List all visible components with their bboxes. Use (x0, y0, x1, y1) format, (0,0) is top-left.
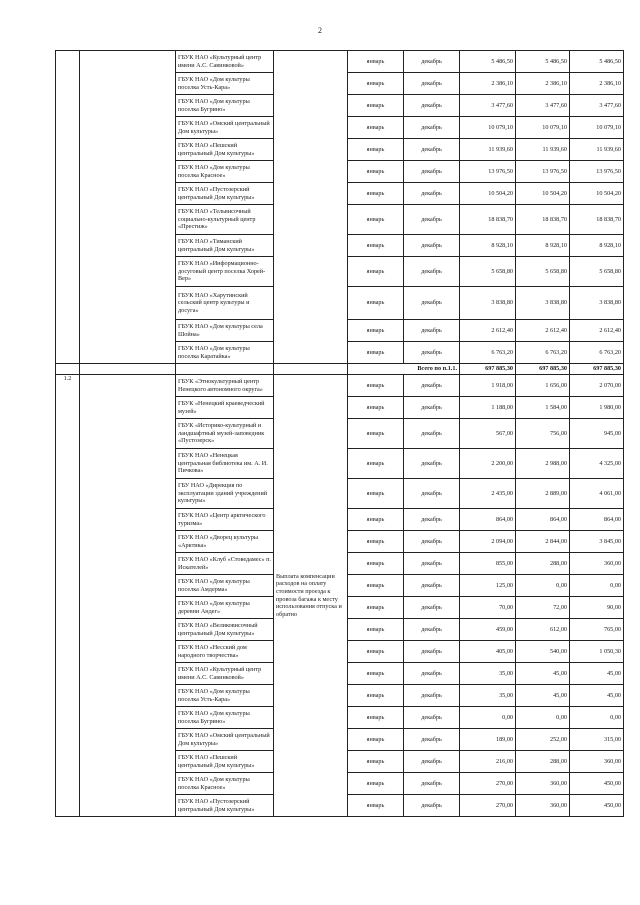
cell-value-2: 1 584,00 (516, 397, 570, 419)
cell-name: ГБУ НАО «Дирекция по эксплуатации зданий учреждений культуры» (176, 479, 274, 509)
cell-end-month: декабрь (404, 342, 460, 364)
cell-value-1: 216,00 (460, 751, 516, 773)
cell-value-1: 2 435,00 (460, 479, 516, 509)
cell-value-1: 459,00 (460, 619, 516, 641)
cell-value-1: 2 200,00 (460, 449, 516, 479)
cell-start-month: январь (348, 139, 404, 161)
cell-value-2: 11 939,60 (516, 139, 570, 161)
cell-value-1: 10 079,10 (460, 117, 516, 139)
cell-start-month: январь (348, 795, 404, 817)
cell-end-month: декабрь (404, 73, 460, 95)
cell-value-2: 10 504,20 (516, 183, 570, 205)
cell-value-3: 5 658,80 (570, 257, 624, 287)
cell-value-1: 0,00 (460, 707, 516, 729)
cell-value-1: 70,00 (460, 597, 516, 619)
cell-end-month: декабрь (404, 479, 460, 509)
cell-name: ГБУК НАО «Пустозерский центральный Дом культуры» (176, 795, 274, 817)
cell-number (56, 364, 80, 375)
cell-end-month: декабрь (404, 320, 460, 342)
cell-name: ГБУК НАО «Дом культуры поселка Амдерма» (176, 575, 274, 597)
cell-value-1: 35,00 (460, 663, 516, 685)
total-value-3: 697 885,30 (570, 364, 624, 375)
cell-start-month: январь (348, 287, 404, 320)
cell-name: ГБУК НАО «Дом культуры поселка Бугрино» (176, 707, 274, 729)
cell-value-3: 360,00 (570, 751, 624, 773)
cell-value-3: 1 980,00 (570, 397, 624, 419)
cell-end-month: декабрь (404, 773, 460, 795)
cell-end-month: декабрь (404, 553, 460, 575)
cell-value-3: 3 477,60 (570, 95, 624, 117)
cell-start-month: январь (348, 117, 404, 139)
cell-value-3: 864,00 (570, 509, 624, 531)
cell-value-2: 1 656,00 (516, 375, 570, 397)
cell-value-3: 90,00 (570, 597, 624, 619)
cell-name: ГБУК НАО «Дом культуры поселка Бугрино» (176, 95, 274, 117)
cell-name: ГБУК НАО «Дом культуры поселка Усть-Кара» (176, 73, 274, 95)
cell-start-month: январь (348, 375, 404, 397)
cell-value-2: 0,00 (516, 707, 570, 729)
cell-value-2: 8 928,10 (516, 235, 570, 257)
cell-value-3: 10 504,20 (570, 183, 624, 205)
cell-value-1: 13 976,50 (460, 161, 516, 183)
cell-name: ГБУК НАО «Пешский центральный Дом культуры» (176, 139, 274, 161)
cell-value-3: 6 763,20 (570, 342, 624, 364)
total-row (56, 364, 624, 375)
cell-start-month: январь (348, 449, 404, 479)
cell-value-1: 18 838,70 (460, 205, 516, 235)
cell-value-3: 45,00 (570, 663, 624, 685)
cell-value-1: 8 928,10 (460, 235, 516, 257)
cell-blank (80, 51, 176, 364)
cell-value-1: 5 486,50 (460, 51, 516, 73)
cell-name: ГБУК НАО «Омский центральный Дом культуры» (176, 729, 274, 751)
cell-start-month: январь (348, 685, 404, 707)
cell-value-3: 945,00 (570, 419, 624, 449)
cell-value-3: 450,00 (570, 773, 624, 795)
cell-start-month: январь (348, 257, 404, 287)
cell-value-2: 3 838,80 (516, 287, 570, 320)
cell-value-3: 1 050,30 (570, 641, 624, 663)
cell-name: ГБУК «Историко-культурный и ландшафтный музей-заповедник «Пустозерск» (176, 419, 274, 449)
cell-start-month: январь (348, 320, 404, 342)
cell-value-3: 11 939,60 (570, 139, 624, 161)
cell-end-month: декабрь (404, 509, 460, 531)
cell-value-1: 1 918,00 (460, 375, 516, 397)
cell-value-3: 2 070,00 (570, 375, 624, 397)
cell-name: ГБУК НАО «Дом культуры поселка Каратайка» (176, 342, 274, 364)
cell-start-month: январь (348, 619, 404, 641)
table-row (56, 375, 624, 397)
cell-start-month: январь (348, 575, 404, 597)
cell-name: ГБУК НАО «Дом культуры деревни Андег» (176, 597, 274, 619)
cell-value-2: 45,00 (516, 663, 570, 685)
cell-blank (80, 375, 176, 817)
cell-value-2: 6 763,20 (516, 342, 570, 364)
cell-description (274, 364, 348, 375)
cell-name: ГБУК НАО «Тиманский центральный Дом культуры» (176, 235, 274, 257)
cell-value-1: 1 188,00 (460, 397, 516, 419)
cell-name: ГБУК НАО «Клуб «Стоведамес» п. Искателей» (176, 553, 274, 575)
cell-value-2: 252,00 (516, 729, 570, 751)
cell-value-3: 0,00 (570, 575, 624, 597)
cell-end-month: декабрь (404, 95, 460, 117)
total-value-1: 697 885,30 (460, 364, 516, 375)
cell-value-3: 13 976,50 (570, 161, 624, 183)
cell-start-month: январь (348, 479, 404, 509)
cell-end-month: декабрь (404, 795, 460, 817)
cell-end-month: декабрь (404, 419, 460, 449)
cell-value-1: 2 612,40 (460, 320, 516, 342)
cell-value-1: 3 477,60 (460, 95, 516, 117)
cell-start-month: январь (348, 95, 404, 117)
cell-start-month: январь (348, 235, 404, 257)
cell-value-1: 2 386,10 (460, 73, 516, 95)
cell-value-3: 4 061,00 (570, 479, 624, 509)
cell-name: ГБУК НАО «Пешский центральный Дом культуры» (176, 751, 274, 773)
cell-value-1: 270,00 (460, 773, 516, 795)
cell-end-month: декабрь (404, 235, 460, 257)
cell-name: ГБУК НАО «Пустозерский центральный Дом культуры» (176, 183, 274, 205)
cell-value-1: 270,00 (460, 795, 516, 817)
cell-value-1: 855,00 (460, 553, 516, 575)
cell-name: ГБУК НАО «Культурный центр имени А.С. Савинковой» (176, 663, 274, 685)
cell-end-month: декабрь (404, 287, 460, 320)
cell-description: Выплата компенсации расходов на оплату стоимости проезда к провоза багажа к месту использования отпуска и обратно (274, 375, 348, 817)
cell-start-month: январь (348, 183, 404, 205)
cell-end-month: декабрь (404, 575, 460, 597)
cell-start-month: январь (348, 597, 404, 619)
cell-value-2: 13 976,50 (516, 161, 570, 183)
cell-end-month: декабрь (404, 139, 460, 161)
cell-end-month: декабрь (404, 663, 460, 685)
cell-name: ГБУК НАО «Информационно-досуговый центр поселка Хорей-Вер» (176, 257, 274, 287)
cell-value-2: 288,00 (516, 553, 570, 575)
cell-name: ГБУК НАО «Великовисочный центральный Дом культуры» (176, 619, 274, 641)
cell-value-3: 3 845,00 (570, 531, 624, 553)
cell-end-month: декабрь (404, 729, 460, 751)
cell-value-2: 864,00 (516, 509, 570, 531)
cell-end-month: декабрь (404, 257, 460, 287)
cell-number: 1.2 (56, 375, 80, 817)
cell-value-3: 10 079,10 (570, 117, 624, 139)
cell-start-month: январь (348, 509, 404, 531)
cell-value-3: 2 612,40 (570, 320, 624, 342)
cell-name: ГБУК НАО «Дом культуры поселка Красное» (176, 161, 274, 183)
cell-blank (80, 364, 176, 375)
cell-value-2: 2 612,40 (516, 320, 570, 342)
cell-value-3: 765,00 (570, 619, 624, 641)
cell-value-3: 3 838,80 (570, 287, 624, 320)
cell-value-1: 35,00 (460, 685, 516, 707)
cell-start-month: январь (348, 73, 404, 95)
cell-value-2: 2 844,00 (516, 531, 570, 553)
cell-value-2: 360,00 (516, 795, 570, 817)
cell-name: ГБУК НАО «Тельвисочный социально-культурный центр «Престиж» (176, 205, 274, 235)
cell-start-month: январь (348, 51, 404, 73)
cell-value-2: 360,00 (516, 773, 570, 795)
cell-start-month: январь (348, 205, 404, 235)
cell-value-3: 2 386,10 (570, 73, 624, 95)
cell-value-3: 4 325,00 (570, 449, 624, 479)
cell-end-month: декабрь (404, 375, 460, 397)
cell-value-1: 189,00 (460, 729, 516, 751)
cell-value-2: 5 658,80 (516, 257, 570, 287)
cell-name: ГБУК «Ненецкий краеведческий музей» (176, 397, 274, 419)
cell-value-2: 756,00 (516, 419, 570, 449)
cell-value-2: 612,00 (516, 619, 570, 641)
cell-start-month: январь (348, 397, 404, 419)
cell-start-month: январь (348, 773, 404, 795)
cell-value-2: 0,00 (516, 575, 570, 597)
cell-value-1: 2 094,00 (460, 531, 516, 553)
cell-value-1: 10 504,20 (460, 183, 516, 205)
cell-end-month: декабрь (404, 161, 460, 183)
cell-value-2: 2 889,00 (516, 479, 570, 509)
cell-name: ГБУК НАО «Дворец культуры «Арктика» (176, 531, 274, 553)
cell-end-month: декабрь (404, 641, 460, 663)
cell-start-month: январь (348, 729, 404, 751)
cell-value-1: 11 939,60 (460, 139, 516, 161)
cell-name: ГБУК НАО «Омский центральный Дом культуры» (176, 117, 274, 139)
cell-end-month: декабрь (404, 117, 460, 139)
cell-value-3: 5 486,50 (570, 51, 624, 73)
table-row (56, 51, 624, 73)
cell-start-month: январь (348, 419, 404, 449)
cell-name: ГБУК НАО «Дом культуры поселка Красное» (176, 773, 274, 795)
cell-value-1: 125,00 (460, 575, 516, 597)
cell-value-2: 45,00 (516, 685, 570, 707)
cell-start-month: январь (348, 553, 404, 575)
cell-value-2: 72,00 (516, 597, 570, 619)
cell-end-month: декабрь (404, 751, 460, 773)
cell-end-month: декабрь (404, 51, 460, 73)
page-number: 2 (318, 26, 322, 35)
cell-end-month: декабрь (404, 205, 460, 235)
cell-value-1: 405,00 (460, 641, 516, 663)
cell-value-2: 10 079,10 (516, 117, 570, 139)
cell-end-month: декабрь (404, 183, 460, 205)
cell-name: ГБУК НАО «Культурный центр имени А.С. Савинковой» (176, 51, 274, 73)
cell-value-2: 3 477,60 (516, 95, 570, 117)
cell-start-month: январь (348, 707, 404, 729)
cell-name: ГБУК НАО «Харутинский сельский центр культуры и досуга» (176, 287, 274, 320)
cell-value-3: 315,00 (570, 729, 624, 751)
cell-value-3: 360,00 (570, 553, 624, 575)
cell-start-month: январь (348, 663, 404, 685)
cell-name: ГБУК НАО «Дом культуры поселка Усть-Кара» (176, 685, 274, 707)
total-value-2: 697 885,30 (516, 364, 570, 375)
cell-start-month: январь (348, 531, 404, 553)
cell-end-month: декабрь (404, 597, 460, 619)
cell-value-3: 18 838,70 (570, 205, 624, 235)
cell-name: ГБУК НАО «Ненецкая центральная библиотека им. А. И. Пичкова» (176, 449, 274, 479)
cell-value-2: 2 988,00 (516, 449, 570, 479)
cell-value-1: 5 658,80 (460, 257, 516, 287)
cell-value-1: 864,00 (460, 509, 516, 531)
cell-end-month: декабрь (404, 531, 460, 553)
cell-value-3: 8 928,10 (570, 235, 624, 257)
cell-end-month: декабрь (404, 449, 460, 479)
cell-name: ГБУК НАО «Центр арктического туризма» (176, 509, 274, 531)
cell-value-2: 540,00 (516, 641, 570, 663)
budget-table (55, 50, 624, 817)
cell-end-month: декабрь (404, 619, 460, 641)
cell-value-3: 0,00 (570, 707, 624, 729)
cell-name: ГБУК НАО «Несский дом народного творчества» (176, 641, 274, 663)
cell-name: ГБУК «Этнокультурный центр Ненецкого автономного округа» (176, 375, 274, 397)
section-1-1-body (56, 51, 624, 364)
cell-start-month: январь (348, 641, 404, 663)
cell-value-3: 45,00 (570, 685, 624, 707)
cell-end-month: декабрь (404, 397, 460, 419)
cell-value-1: 6 763,20 (460, 342, 516, 364)
cell-number (56, 51, 80, 364)
cell-start-month: январь (348, 161, 404, 183)
cell-value-2: 288,00 (516, 751, 570, 773)
cell-name: ГБУК НАО «Дом культуры села Шойна» (176, 320, 274, 342)
cell-value-2: 18 838,70 (516, 205, 570, 235)
cell-value-2: 2 386,10 (516, 73, 570, 95)
total-label: Всего по п.1.1. (348, 364, 460, 375)
cell-value-1: 3 838,80 (460, 287, 516, 320)
cell-description (274, 51, 348, 364)
cell-start-month: январь (348, 342, 404, 364)
cell-start-month: январь (348, 751, 404, 773)
section-1-2-body (56, 375, 624, 817)
cell-end-month: декабрь (404, 707, 460, 729)
cell-end-month: декабрь (404, 685, 460, 707)
cell-value-2: 5 486,50 (516, 51, 570, 73)
cell-value-1: 567,00 (460, 419, 516, 449)
cell-value-3: 450,00 (570, 795, 624, 817)
cell-name (176, 364, 274, 375)
section-1-1-total (56, 364, 624, 375)
